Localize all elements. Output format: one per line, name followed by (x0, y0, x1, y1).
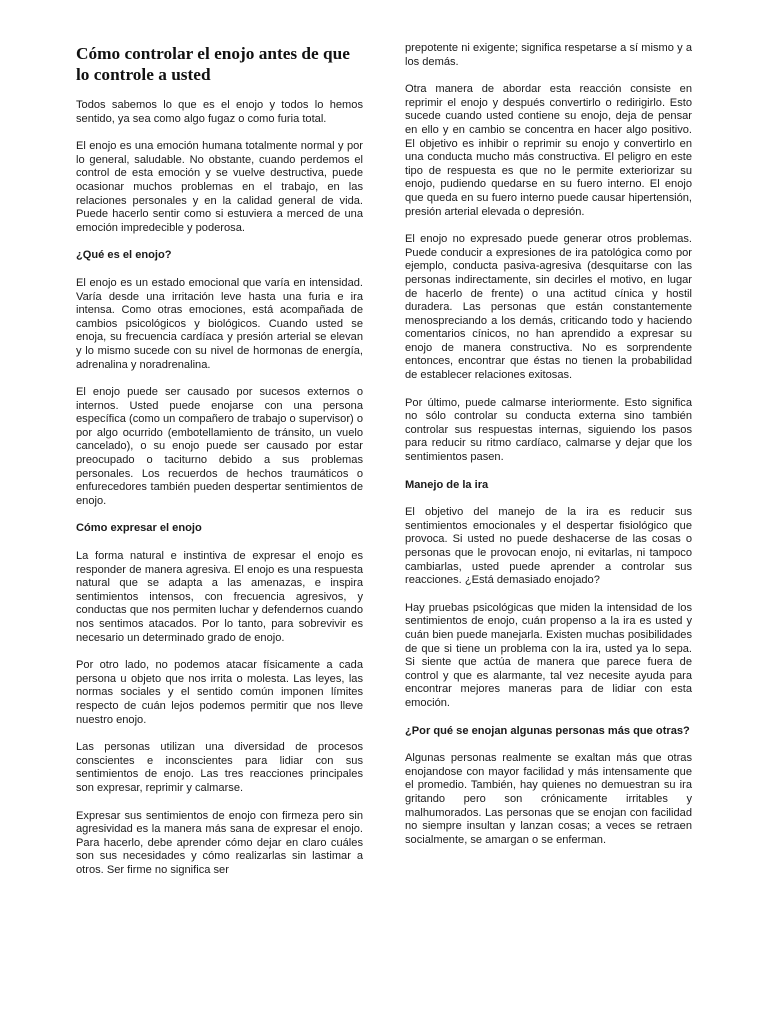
section-heading: Cómo expresar el enojo (76, 522, 202, 535)
section-heading: ¿Qué es el enojo? (76, 249, 172, 262)
left-column (76, 40, 363, 892)
section-heading: Manejo de la ira (405, 478, 489, 491)
paragraph: Algunas personas realmente se exaltan más que otras enojandose con mayor facilidad y más intensamente que el promedio. También, hay quienes no demuestran su ira gritando pero son crónicamente irritables y malhumorados. Las personas que se enojan con facilidad no siempre insultan y lanzan cosas; a veces se retraen socialmente, se amargan o se enferman. (405, 752, 692, 846)
paragraph: Todos sabemos lo que es el enojo y todos lo hemos sentido, ya sea como algo fugaz o como furia total. (76, 99, 363, 125)
paragraph: El enojo no expresado puede generar otros problemas. Puede conducir a expresiones de ira patológica como por ejemplo, conducta pasiva-agresiva (desquitarse con las personas indirectamente, sin decirles el motivo, en lugar de hacerlo de frente) o una actitud cínica y hostil duradera. Las personas que están constantemente menospreciando a los demás, criticando todo y haciendo comentarios cínicos, no han aprendido a expresar su enojo de manera constructiva. No es sorprendente entonces, encontrar que éstas no tienen la probabilidad de establecer relaciones exitosas. (405, 233, 692, 382)
paragraph: El enojo es un estado emocional que varía en intensidad. Varía desde una irritación leve hasta una furia e ira intensa. Como otras emociones, está acompañada de cambios psicológicos y biológicos. Cuando usted se enoja, su frecuencia cardíaca y presión arterial se elevan y lo mismo sucede con su nivel de hormonas de energía, adrenalina y noradrenalina. (76, 276, 363, 371)
paragraph: Por otro lado, no podemos atacar físicamente a cada persona u objeto que nos irrita o molesta. Las leyes, las normas sociales y el sentido común imponen límites respecto de cuán lejos podemos permitir que nos lleve nuestro enojo. (76, 659, 363, 726)
paragraph: Las personas utilizan una diversidad de procesos conscientes e inconscientes para lidiar con sus sentimientos de enojo. Las tres reacciones principales son expresar, reprimir y calmarse. (76, 741, 363, 794)
right-column (405, 40, 692, 861)
paragraph: La forma natural e instintiva de expresar el enojo es responder de manera agresiva. El enojo es una respuesta natural que se adapta a las amenazas, e inspira sentimientos intensos, con frecuencia agresivos, y conductas que nos permiten luchar y defendernos cuando nos sentimos atacados. Por lo tanto, para sobrevivir es necesario un determinado grado de enojo. (76, 550, 363, 644)
paragraph: El enojo puede ser causado por sucesos externos o internos. Usted puede enojarse con una persona específica (como un compañero de trabajo o supervisor) o por algo ocurrido (embotellamiento de tránsito, un vuelo cancelado), o su enojo puede ser causado por estar preocupado o taciturno debido a sus problemas personales. Los recuerdos de hechos traumáticos o enfurecedores también pueden despertar sentimientos de enojo. (76, 386, 363, 507)
document-title: Cómo controlar el enojo antes de que lo controle a usted (76, 44, 350, 84)
paragraph: El enojo es una emoción humana totalmente normal y por lo general, saludable. No obstante, cuando perdemos el control de esta emoción y se vuelve destructiva, puede ocasionar muchos problemas en el trabajo, en las relaciones personales y en la calidad general de vida. Puede hacerlo sentir como si estuviera a merced de una emoción impredecible y poderosa. (76, 140, 363, 234)
paragraph: prepotente ni exigente; significa respetarse a sí mismo y a los demás. (405, 42, 692, 68)
paragraph: Por último, puede calmarse interiormente. Esto significa no sólo controlar su conducta externa sino también controlar sus respuestas internas, siguiendo los pasos para reducir su ritmo cardíaco, calmarse y dejar que los sentimientos pasen. (405, 396, 692, 464)
paragraph: Expresar sus sentimientos de enojo con firmeza pero sin agresividad es la manera más sana de expresar el enojo. Para hacerlo, debe aprender cómo dejar en claro cuáles son sus necesidades y cómo realizarlas sin lastimar a otros. Ser firme no significa ser (76, 809, 363, 876)
paragraph: El objetivo del manejo de la ira es reducir sus sentimientos emocionales y el despertar fisiológico que provoca. Si usted no puede deshacerse de las cosas o personas que le provocan enojo, ni evitarlas, ni tampoco cambiarlas, usted puede aprender a controlar sus reacciones. ¿Está demasiado enojado? (405, 506, 692, 587)
section-heading: ¿Por qué se enojan algunas personas más que otras? (405, 724, 690, 737)
paragraph: Hay pruebas psicológicas que miden la intensidad de los sentimientos de enojo, cuán propenso a la ira es usted y cuán bien puede manejarla. Existen muchas posibilidades de que si tiene un problema con la ira, usted ya lo sepa. Si siente que actúa de manera que parece fuera de control y que es alarmante, tal vez necesite ayuda para encontrar mejores maneras para de lidiar con esta emoción. (405, 601, 692, 709)
paragraph: Otra manera de abordar esta reacción consiste en reprimir el enojo y después convertirlo o redirigirlo. Esto sucede cuando usted contiene su enojo, deja de pensar en ello y en cambio se concentra en hacer algo positivo. El objetivo es inhibir o reprimir su enojo y convertirlo en una conducta mucho más constructiva. El peligro en este tipo de respuesta es que no le permite exteriorizar su enojo, pudiendo quedarse en su fuero interno. El enojo que queda en su fuero interno puede causar hipertensión, presión arterial elevada o depresión. (405, 83, 692, 218)
